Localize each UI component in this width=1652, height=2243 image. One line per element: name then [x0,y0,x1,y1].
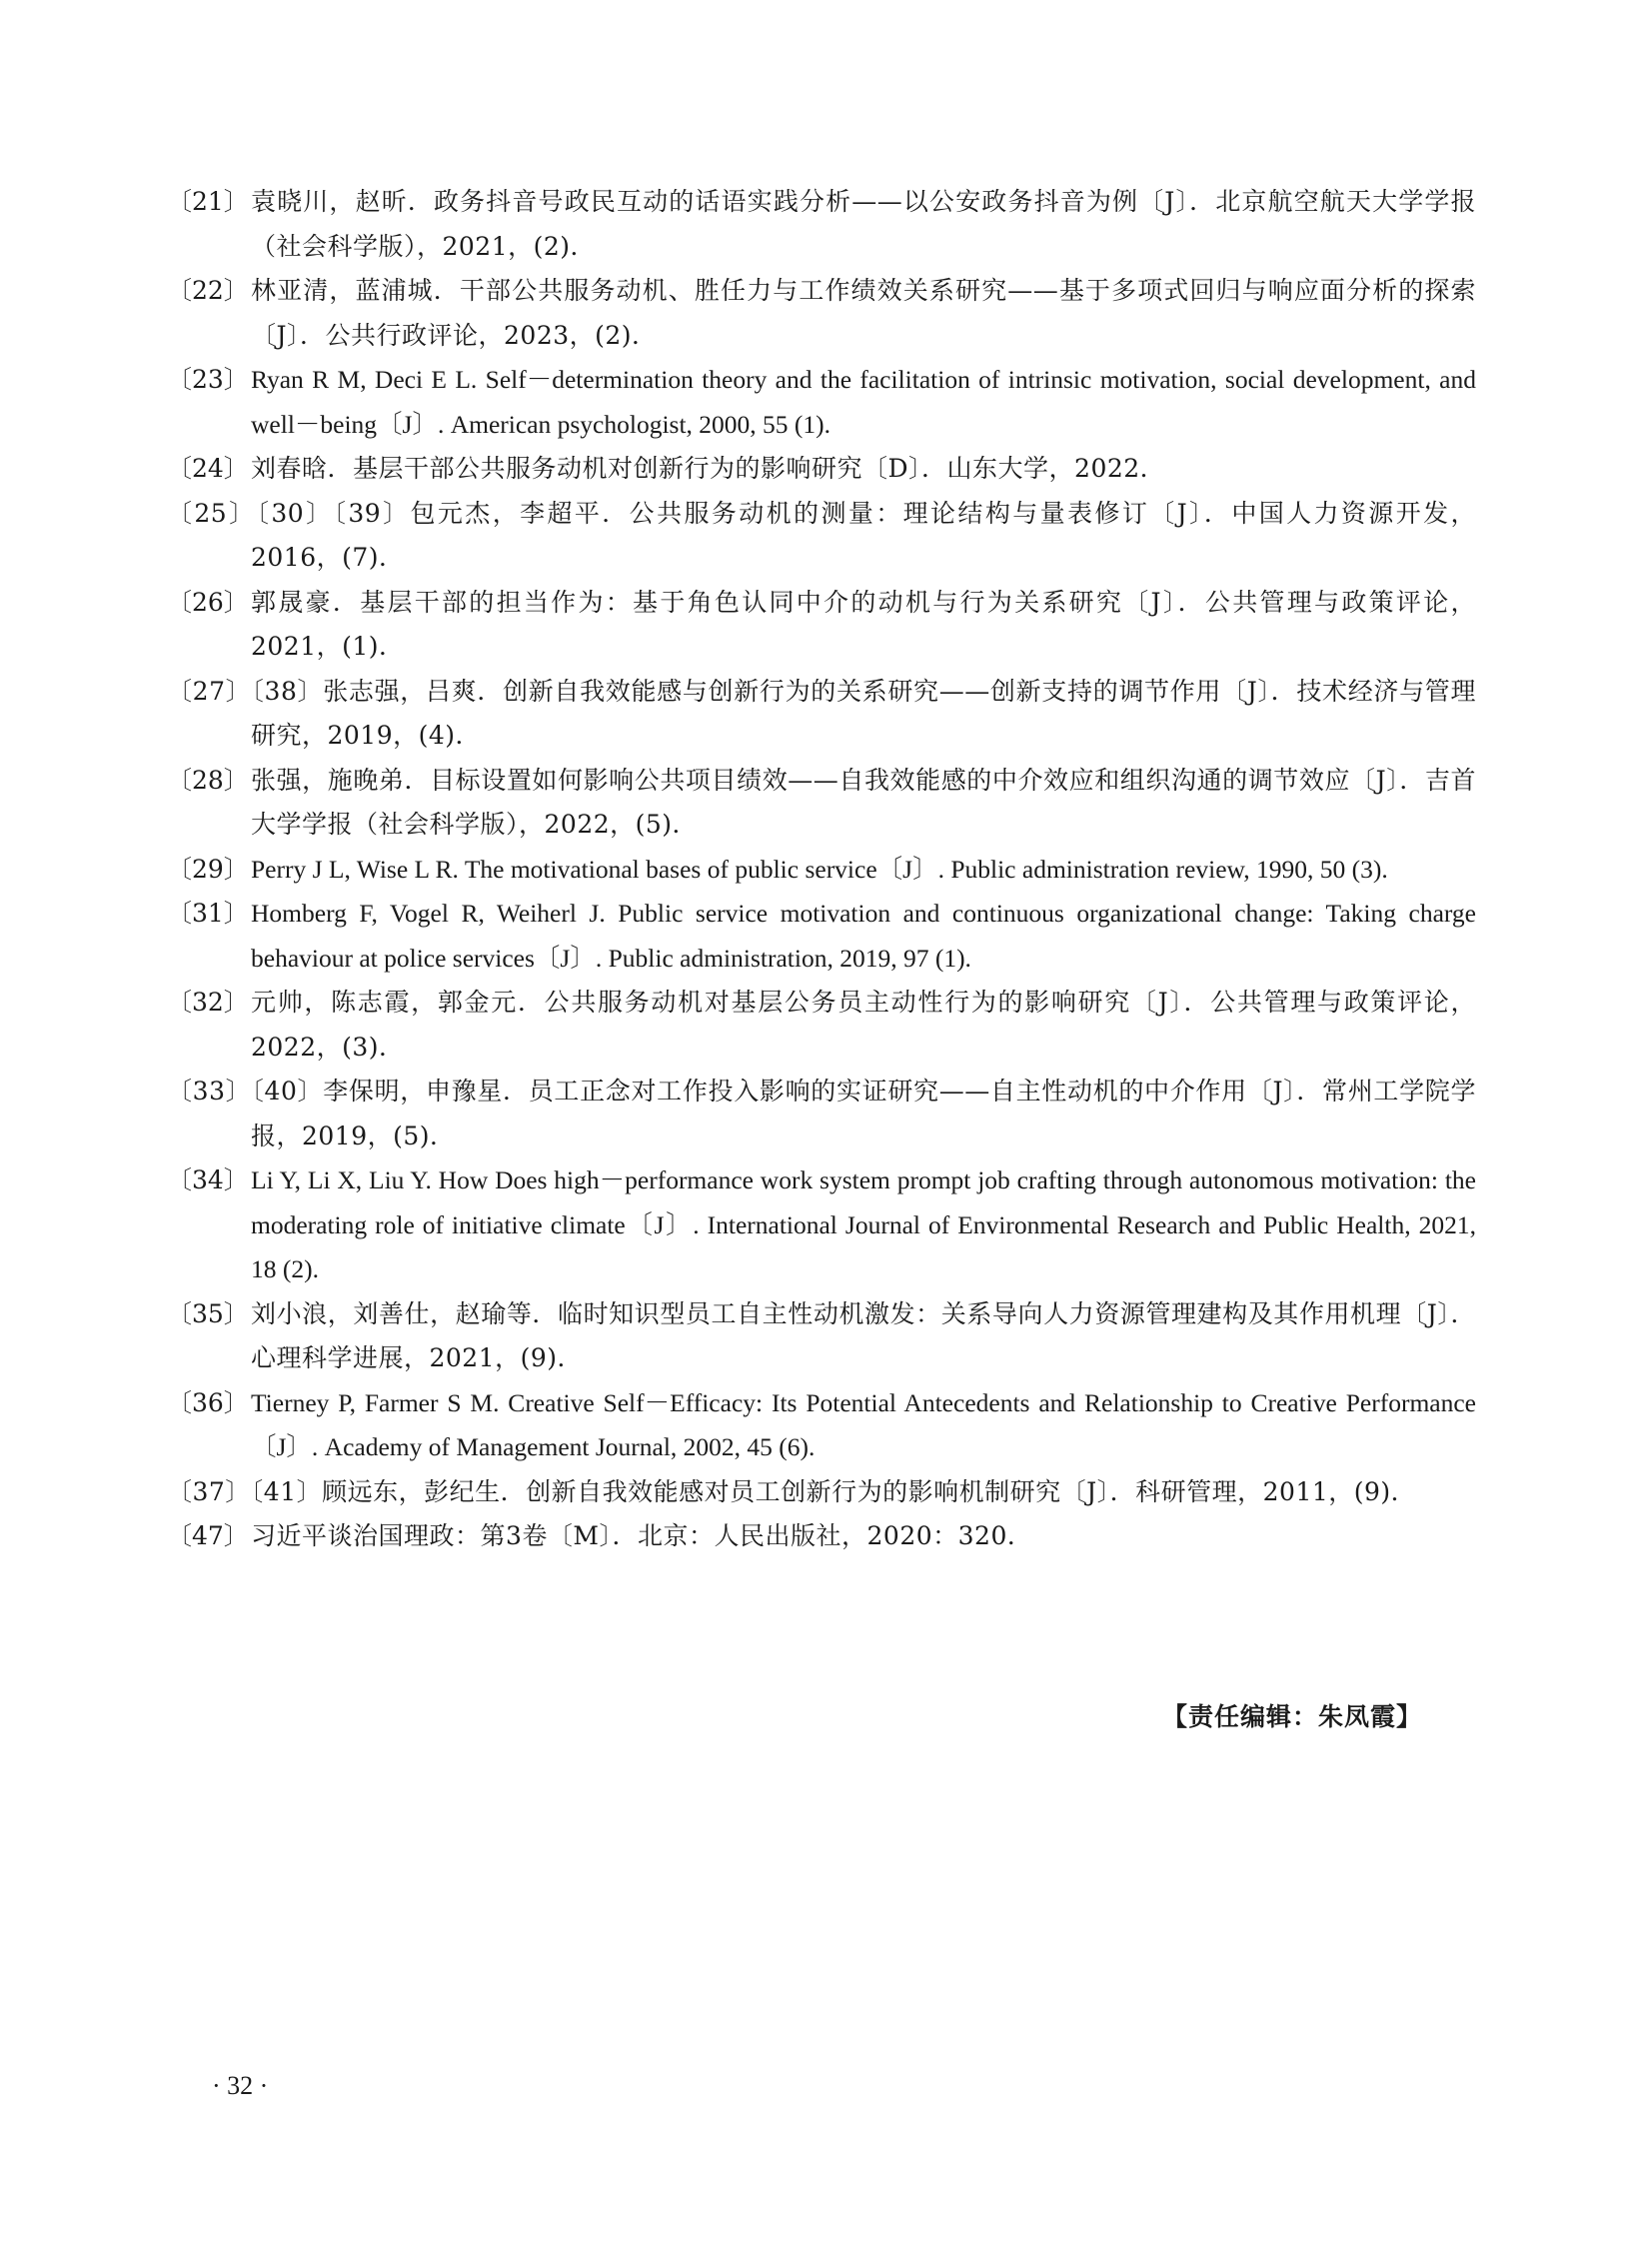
reference-number: 〔36〕 [167,1387,249,1417]
page-number: · 32 · [212,2071,269,2100]
reference-item [167,1158,1476,1292]
reference-text: Perry J L, Wise L R. The motivational bases of public service〔J〕. Public administration review, 1990, 50 (3). [251,854,1388,884]
reference-item [167,581,1476,670]
reference-list [167,180,1476,1559]
reference-item [167,981,1476,1070]
reference-item [167,447,1476,492]
reference-text: 林亚清，蓝浦城．干部公共服务动机、胜任力与工作绩效关系研究——基于多项式回归与响应面分析的探索〔J〕．公共行政评论，2023，(2)． [251,276,1476,350]
reference-item [167,1381,1476,1470]
reference-number: 〔32〕 [167,988,249,1017]
reference-number: 〔29〕 [167,854,249,884]
reference-number: 〔22〕 [167,276,249,305]
reference-number: 〔21〕 [167,187,249,216]
reference-item [167,759,1476,848]
reference-text: 〔37〕〔41〕顾远东，彭纪生．创新自我效能感对员工创新行为的影响机制研究〔J〕．科研管理，2011，(9)． [167,1476,1417,1506]
reference-text: Li Y, Li X, Liu Y. How Does high－performance work system prompt job crafting through autonomous motivation: the moderating role of initiative climate〔J〕. International Journal of Environmental Research and Public Health, 2021, 18 (2). [251,1165,1476,1283]
reference-item [167,180,1476,269]
reference-item [167,1070,1476,1158]
reference-number: 〔35〕 [167,1298,249,1328]
reference-text: Homberg F, Vogel R, Weiherl J. Public service motivation and continuous organizational change: Taking charge behaviour at police services〔J〕. Public administration, 2019, 97 (1). [251,899,1476,973]
reference-number: 〔23〕 [167,365,249,394]
reference-text: 〔33〕〔40〕李保明，申豫星．员工正念对工作投入影响的实证研究——自主性动机的中介作用〔J〕．常州工学院学报，2019，(5)． [167,1077,1476,1150]
reference-text: Tierney P, Farmer S M. Creative Self－Efficacy: Its Potential Antecedents and Relationship to Creative Performance〔J〕. Academy of Management Journal, 2002, 45 (6). [251,1387,1476,1461]
reference-number: 〔34〕 [167,1165,249,1194]
reference-item [167,892,1476,981]
reference-item [167,670,1476,759]
reference-number: 〔24〕 [167,454,249,483]
reference-text: 〔25〕〔30〕〔39〕包元杰，李超平．公共服务动机的测量：理论结构与量表修订〔J〕．中国人力资源开发，2016，(7)． [167,498,1476,572]
reference-text: 刘春晗．基层干部公共服务动机对创新行为的影响研究〔D〕．山东大学，2022． [251,454,1166,483]
reference-text: 元帅，陈志霞，郭金元．公共服务动机对基层公务员主动性行为的影响研究〔J〕．公共管理与政策评论，2022，(3)． [251,988,1476,1062]
reference-text: 郭晟豪．基层干部的担当作为：基于角色认同中介的动机与行为关系研究〔J〕．公共管理与政策评论，2021，(1)． [251,587,1476,661]
reference-text: Ryan R M, Deci E L. Self－determination theory and the facilitation of intrinsic motivation, social development, and well－being〔J〕. American psychologist, 2000, 55 (1). [251,365,1476,439]
reference-text: 张强，施晚弟．目标设置如何影响公共项目绩效——自我效能感的中介效应和组织沟通的调节效应〔J〕．吉首大学学报（社会科学版），2022，(5)． [251,765,1476,839]
reference-item [167,358,1476,447]
reference-item [167,848,1476,893]
reference-text: 刘小浪，刘善仕，赵瑜等．临时知识型员工自主性动机激发：关系导向人力资源管理建构及其作用机理〔J〕．心理科学进展，2021，(9)． [251,1298,1476,1372]
reference-item [167,269,1476,358]
reference-text: 〔27〕〔38〕张志强，吕爽．创新自我效能感与创新行为的关系研究——创新支持的调节作用〔J〕．技术经济与管理研究，2019，(4)． [167,676,1476,750]
reference-item [167,1292,1476,1381]
reference-text: 袁晓川，赵昕．政务抖音号政民互动的话语实践分析——以公安政务抖音为例〔J〕．北京航空航天大学学报（社会科学版），2021，(2)． [251,187,1476,261]
responsible-editor: 【责任编辑：朱凤霞】 [1161,1702,1422,1731]
reference-text: 习近平谈治国理政：第3卷〔M〕．北京：人民出版社，2020：320． [251,1521,1033,1550]
reference-number: 〔28〕 [167,765,249,795]
reference-number: 〔26〕 [167,587,249,617]
reference-item [167,492,1476,581]
reference-item [167,1470,1476,1515]
reference-item [167,1514,1476,1559]
reference-number: 〔31〕 [167,899,249,928]
reference-number: 〔47〕 [167,1521,249,1550]
